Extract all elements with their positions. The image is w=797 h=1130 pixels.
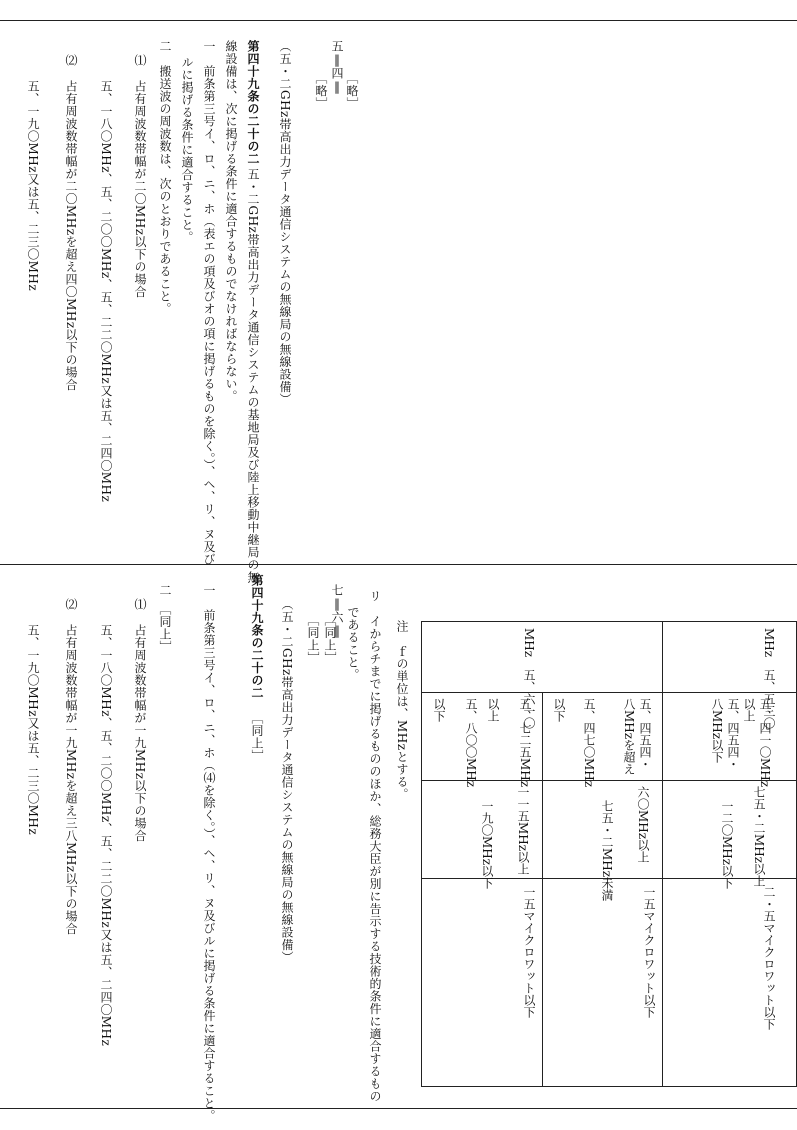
table-cell: 二・五マイクロワット以下 <box>762 886 776 1030</box>
lower-article-title: 第四十九条の二十の二 <box>250 574 264 699</box>
table-cell: 八MHz以下 <box>710 698 724 764</box>
lower-item7: 七‖六‖ <box>330 584 344 638</box>
lower-sub1-label: ⑴ <box>133 598 147 611</box>
table-cell: 以上 <box>486 698 500 722</box>
upper-ryaku-2: ［略］ <box>314 72 328 110</box>
upper-sub1-values: 五、一八〇MHz、五、二〇〇MHz、五、二二〇MHz又は五、二四〇MHz <box>99 80 113 503</box>
table-cell: 以下 <box>432 698 446 722</box>
table-cell: 一五マイクロワット以下 <box>522 886 536 1018</box>
table-cell: 一五マイクロワット以下 <box>642 886 656 1018</box>
lower-caption: （五・二GHz帯高出力データ通信システムの無線局の無線設備） <box>280 598 294 964</box>
upper-sub2-text: 占有周波数帯幅が二〇MHzを超え四〇MHz以下の場合 <box>64 80 78 392</box>
ri-line-a: リ イからチまでに掲げるもののほか、総務大臣が別に告示する技術的条件に適合するもの <box>368 590 382 1103</box>
table-header-1: MHz 五、五三〇 <box>762 628 776 730</box>
top-rule <box>0 20 797 21</box>
table-cell: 五、七二五MHz <box>518 698 532 788</box>
lower-sub1-values: 五、一八〇MHz、五、二〇〇MHz、五、二二〇MHz又は五、二四〇MHz <box>99 624 113 1047</box>
frequency-table <box>421 621 797 1087</box>
lower-sub2-label: ⑵ <box>64 598 78 611</box>
lower-item1: 一 前条第三号イ、ロ、ニ、ホ（⑷を除く。）、ヘ、リ、ヌ及びルに掲げる条件に適合すること。 <box>202 584 216 1122</box>
table-cell: 一一五MHz以上 <box>516 786 530 876</box>
lower-dojo-1: ［同上］ <box>323 614 337 664</box>
upper-item2: 二 搬送波の周波数は、次のとおりであること。 <box>158 40 172 315</box>
table-cell: 五、八〇〇MHz <box>464 698 478 788</box>
table-cell: 八MHzを超え <box>622 698 636 776</box>
table-cell: 五、四七〇MHz <box>582 698 596 788</box>
upper-sub1-label: ⑴ <box>133 54 147 67</box>
upper-sub2-label: ⑵ <box>64 54 78 67</box>
lower-article-same: ［同上］ <box>250 712 264 762</box>
upper-article-text-a: 五・二GHz帯高出力データ通信システムの基地局及び陸上移動中継局の無 <box>246 168 260 584</box>
upper-caption: （五・二GHz帯高出力データ通信システムの無線局の無線設備） <box>278 40 292 406</box>
table-cell: 以下 <box>552 698 566 722</box>
table-cell: 五、四五四・ <box>638 698 652 770</box>
table-cell: 一九〇MHz以下 <box>480 800 494 890</box>
lower-sub2-values: 五、一九〇MHz又は五、二三〇MHz <box>26 624 40 836</box>
table-cell: 七五・二MHz以上 <box>752 786 766 888</box>
table-cell: 六〇MHz以上 <box>636 786 650 864</box>
lower-dojo-2: ［同上］ <box>306 614 320 664</box>
upper-article-title: 第四十九条の二十の二 <box>246 40 260 165</box>
table-row-divider <box>422 780 796 781</box>
upper-sub2-values: 五、一九〇MHz又は五、二三〇MHz <box>26 80 40 292</box>
table-row-divider <box>422 692 796 693</box>
upper-item1-b: ルに掲げる条件に適合すること。 <box>180 56 194 244</box>
upper-item5: 五‖四‖ <box>330 40 344 94</box>
lower-sub2-text: 占有周波数帯幅が一九MHzを超え三八MHz以下の場合 <box>64 624 78 936</box>
table-cell: 以上 <box>742 698 756 722</box>
upper-sub1-text: 占有周波数帯幅が二〇MHz以下の場合 <box>133 80 147 299</box>
table-header-2: MHz 五、六一〇 <box>522 628 536 730</box>
table-cell: 一二〇MHz以下 <box>720 800 734 890</box>
table-cell: 五、四五四・ <box>726 698 740 770</box>
ri-line-b: であること。 <box>346 606 360 681</box>
upper-item1-a: 一 前条第三号イ、ロ、ニ、ホ（表エの項及びオの項に掲げるものを除く。）、ヘ、リ、ヌ及び <box>202 40 216 566</box>
upper-article-text-b: 線設備は、次に掲げる条件に適合するものでなければならない。 <box>224 40 238 403</box>
middle-rule <box>0 564 797 565</box>
upper-ryaku-1: ［略］ <box>345 72 359 110</box>
lower-item2: 二 ［同上］ <box>158 584 172 653</box>
table-cell: 七五・二MHz未満 <box>600 800 614 902</box>
bottom-rule <box>0 1108 797 1109</box>
note-label: 注 ｆの単位は、 <box>395 620 409 720</box>
table-col-divider <box>542 692 543 1086</box>
lower-sub1-text: 占有周波数帯幅が一九MHz以下の場合 <box>133 624 147 843</box>
note-unit: MHzとする。 <box>395 720 409 801</box>
table-cell: 五、四一〇MHz <box>758 698 772 788</box>
